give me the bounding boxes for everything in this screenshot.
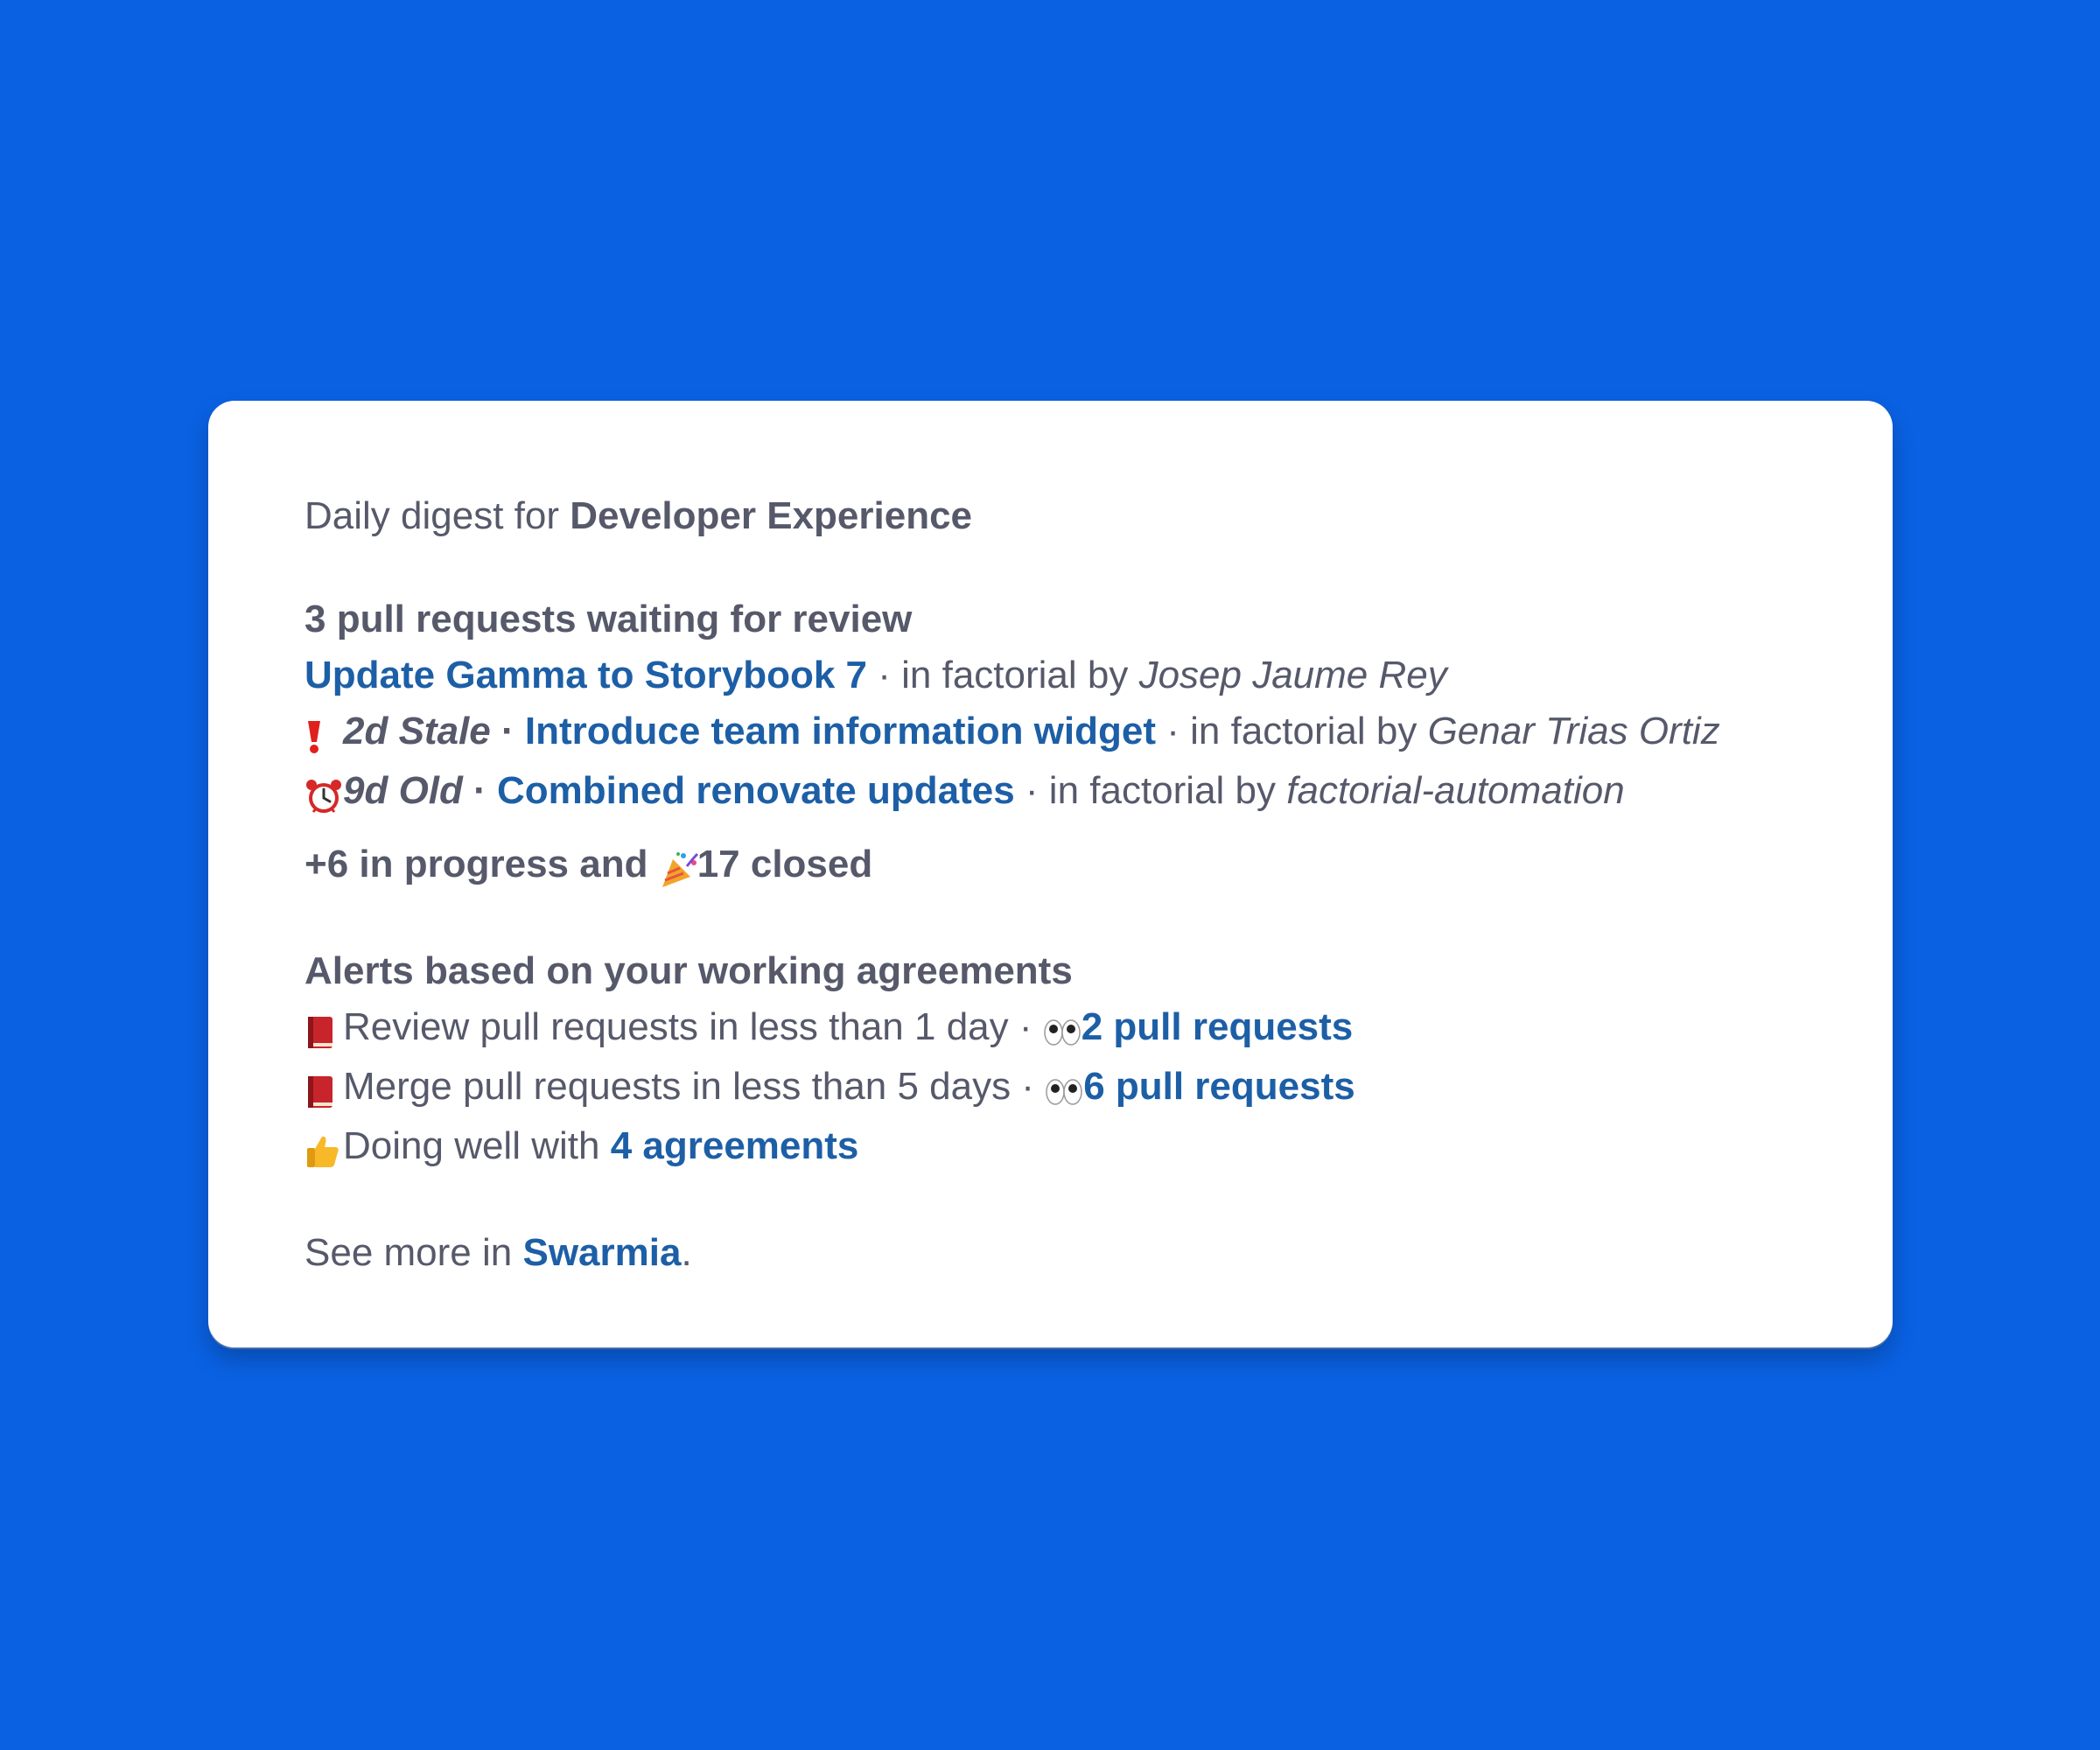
pr-row: 9d Old · Combined renovate updates · in factorial by factorial-automation: [304, 763, 1796, 822]
alerts-heading: Alerts based on your working agreements: [304, 949, 1073, 992]
team-name: Developer Experience: [570, 494, 973, 537]
alarm-clock-icon: [304, 766, 343, 822]
pr-row: Update Gamma to Storybook 7 · in factorial by Josep Jaume Rey: [304, 654, 1447, 696]
old-badge: 9d Old: [343, 769, 463, 812]
pr-link-renovate-updates[interactable]: Combined renovate updates: [497, 769, 1015, 812]
pr-author: Genar Trias Ortiz: [1427, 710, 1720, 752]
alert-row: Doing well with 4 agreements: [304, 1118, 1796, 1178]
alert-link-merge-prs[interactable]: 6 pull requests: [1083, 1065, 1355, 1108]
pull-requests-summary: +6 in progress and 17 closed: [304, 836, 1796, 896]
party-popper-icon: [659, 840, 697, 896]
alert-link-agreements[interactable]: 4 agreements: [610, 1124, 859, 1167]
pr-row: 2d Stale · Introduce team information widget · in factorial by Genar Trias Ortiz: [304, 704, 1796, 763]
pr-author: factorial-automation: [1286, 769, 1625, 812]
pr-author: Josep Jaume Rey: [1138, 654, 1447, 696]
digest-title: Daily digest for Developer Experience: [304, 494, 973, 537]
eyes-icon: [1043, 1003, 1082, 1059]
alert-row: Review pull requests in less than 1 day · 2 pull requests: [304, 999, 1796, 1059]
pr-link-update-gamma[interactable]: Update Gamma to Storybook 7: [304, 654, 868, 696]
alert-link-review-prs[interactable]: 2 pull requests: [1081, 1005, 1354, 1048]
pr-link-team-widget[interactable]: Introduce team information widget: [524, 710, 1157, 752]
exclamation-icon: [304, 707, 343, 763]
red-book-icon: [304, 1003, 343, 1059]
footer-line: See more in Swarmia.: [304, 1231, 692, 1274]
eyes-icon: [1045, 1062, 1083, 1118]
thumbs-up-icon: [304, 1122, 343, 1178]
swarmia-link[interactable]: Swarmia: [522, 1231, 682, 1274]
stale-badge: 2d Stale: [343, 710, 491, 752]
alert-row: Merge pull requests in less than 5 days · 6 pull requests: [304, 1059, 1796, 1118]
digest-card: [208, 401, 1893, 1348]
pull-requests-heading: 3 pull requests waiting for review: [304, 598, 913, 640]
red-book-icon: [304, 1062, 343, 1118]
